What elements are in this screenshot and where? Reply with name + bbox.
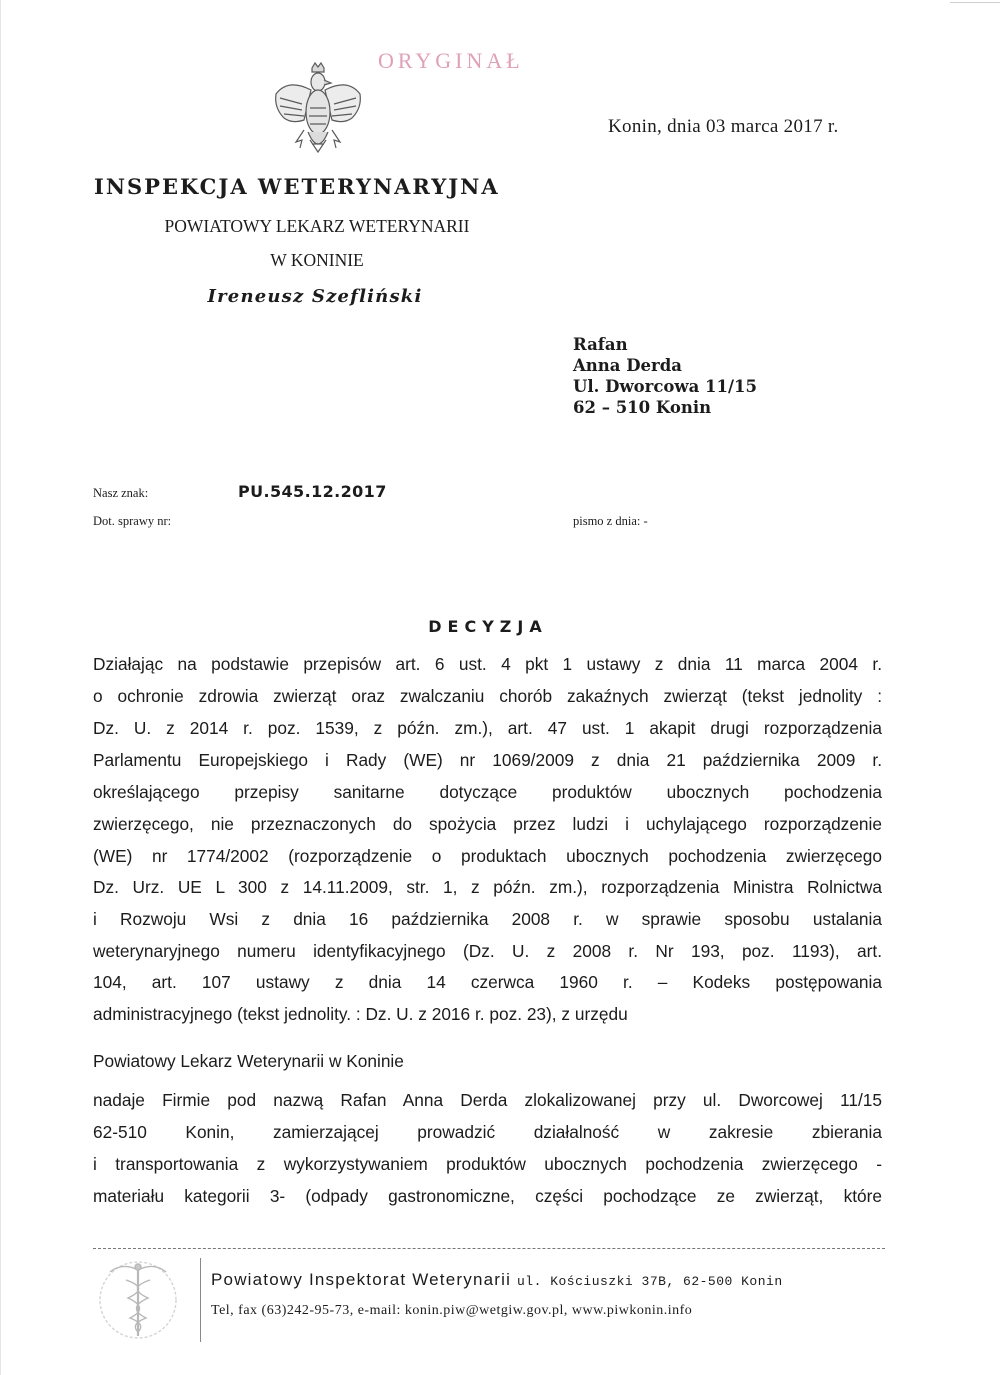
decision-line: (WE) nr 1774/2002 (rozporządzenie o produktach ubocznych pochodzenia zwierzęcego bbox=[93, 846, 882, 866]
footer-vertical-divider bbox=[200, 1258, 201, 1342]
footer-address: ul. Kościuszki 37B, 62-500 Konin bbox=[517, 1274, 783, 1289]
place-and-date: Konin, dnia 03 marca 2017 r. bbox=[608, 116, 839, 137]
decision-title: DECYZJA bbox=[428, 617, 548, 636]
decision-line: Działając na podstawie przepisów art. 6 ust. 4 pkt 1 ustawy z dnia 11 marca 2004 r. bbox=[93, 654, 882, 674]
decision-line: administracyjnego (tekst jednolity. : Dz. U. z 2016 r. poz. 23), z urzędu bbox=[93, 1004, 628, 1024]
decision-line: określającego przepisy sanitarne dotyczące produktów ubocznych pochodzenia bbox=[93, 782, 882, 802]
issuing-authority: Powiatowy Lekarz Weterynarii w Koninie bbox=[93, 1051, 404, 1071]
grant-line: materiału kategorii 3- (odpady gastronomiczne, części pochodzące ze zwierząt, które bbox=[93, 1186, 882, 1206]
polish-eagle-icon bbox=[268, 60, 368, 160]
original-stamp: ORYGINAŁ bbox=[378, 48, 524, 73]
grant-line: nadaje Firmie pod nazwą Rafan Anna Derda zlokalizowanej przy ul. Dworcowej 11/15 bbox=[93, 1090, 882, 1110]
footer-institution bbox=[211, 1270, 783, 1290]
decision-line: zwierzęcego, nie przeznaczonych do spożycia przez ludzi i uchylającego rozporządzenie bbox=[93, 814, 882, 834]
footer-contact: Tel, fax (63)242-95-73, e-mail: konin.piw@wetgiw.gov.pl, www.piwkonin.info bbox=[211, 1303, 693, 1318]
recipient-line: 62 – 510 Konin bbox=[573, 398, 712, 417]
caduceus-icon bbox=[92, 1258, 184, 1342]
page-top-edge bbox=[950, 2, 1000, 3]
case-number-label: Dot. sprawy nr: bbox=[93, 514, 172, 528]
grant-line: i transportowania z wykorzystywaniem produktów ubocznych pochodzenia zwierzęcego - bbox=[93, 1154, 882, 1174]
recipient-line: Rafan bbox=[573, 335, 628, 354]
organization-subtitle: POWIATOWY LEKARZ WETERYNARII bbox=[164, 216, 470, 236]
recipient-line: Ul. Dworcowa 11/15 bbox=[573, 377, 757, 396]
decision-line: Dz. Urz. UE L 300 z 14.11.2009, str. 1, z późn. zm.), rozporządzenia Ministra Rolnictwa bbox=[93, 877, 882, 897]
footer-institution-name: Powiatowy Inspektorat Weterynarii bbox=[211, 1270, 512, 1289]
organization-title: INSPEKCJA WETERYNARYJNA bbox=[94, 174, 500, 199]
decision-line: 104, art. 107 ustawy z dnia 14 czerwca 1960 r. – Kodeks postępowania bbox=[93, 972, 882, 992]
decision-line: weterynaryjnego numeru identyfikacyjnego (Dz. U. z 2008 r. Nr 193, poz. 1193), art. bbox=[93, 941, 882, 961]
grant-line: 62-510 Konin, zamierzającej prowadzić działalność w zakresie zbierania bbox=[93, 1122, 882, 1142]
our-sign-value: PU.545.12.2017 bbox=[238, 482, 387, 501]
decision-line: Parlamentu Europejskiego i Rady (WE) nr 1069/2009 z dnia 21 października 2009 r. bbox=[93, 750, 882, 770]
decision-line: o ochronie zdrowia zwierząt oraz zwalczaniu chorób zakaźnych zwierząt (tekst jednolity : bbox=[93, 686, 882, 706]
footer-divider bbox=[93, 1248, 885, 1249]
organization-location: W KONINIE bbox=[270, 250, 364, 270]
decision-line: Dz. U. z 2014 r. poz. 1539, z późn. zm.), art. 47 ust. 1 akapit drugi rozporządzenia bbox=[93, 718, 882, 738]
recipient-line: Anna Derda bbox=[573, 356, 682, 375]
recipient-address bbox=[573, 334, 757, 418]
our-sign-label: Nasz znak: bbox=[93, 486, 149, 500]
decision-line: i Rozwoju Wsi z dnia 16 października 2008 r. w sprawie sposobu ustalania bbox=[93, 909, 882, 929]
officer-name: Ireneusz Szefliński bbox=[207, 286, 423, 307]
letter-date-label: pismo z dnia: - bbox=[573, 514, 648, 528]
